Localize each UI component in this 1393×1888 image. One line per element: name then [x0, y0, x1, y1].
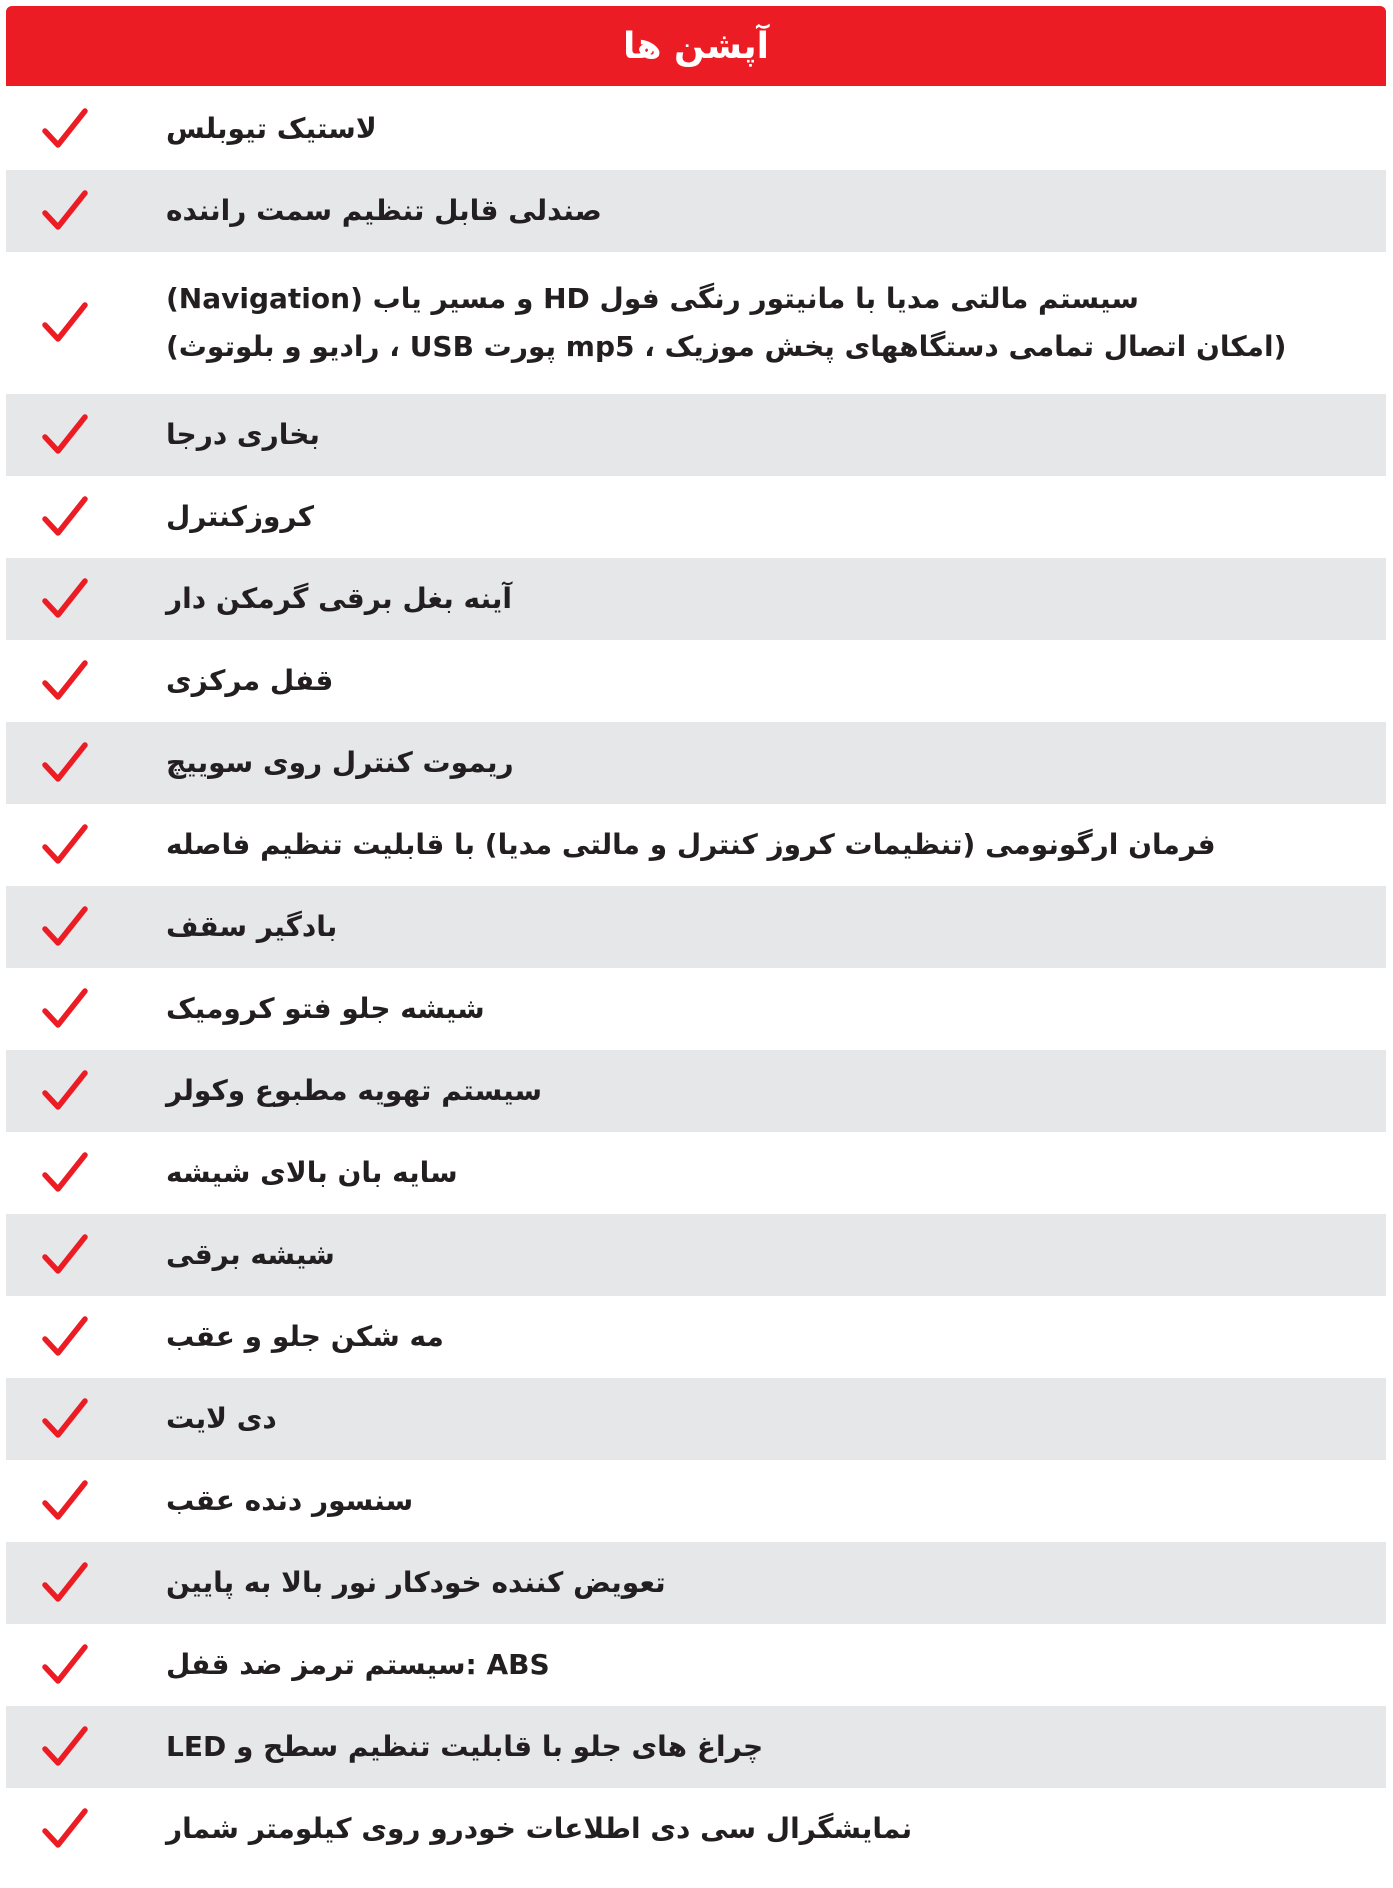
option-row: [6, 1706, 1386, 1788]
checkmark-icon: [42, 1807, 88, 1851]
option-text: [166, 886, 1368, 968]
checkmark-icon: [42, 107, 88, 151]
checkmark-icon: [42, 1233, 88, 1277]
checkmark-icon: [42, 1397, 88, 1441]
option-row: [6, 170, 1386, 252]
checkmark-icon: [42, 741, 88, 785]
checkmark-icon: [42, 1315, 88, 1359]
option-text: [166, 640, 1368, 722]
option-row: [6, 1214, 1386, 1296]
option-label: چراغ های جلو با قابلیت تنظیم سطح و LED: [166, 1730, 764, 1763]
option-label: بادگیر سقف: [166, 910, 338, 943]
option-row: [6, 1296, 1386, 1378]
option-row: [6, 88, 1386, 170]
option-text: [166, 1050, 1368, 1132]
option-row: [6, 886, 1386, 968]
options-list: [6, 88, 1386, 1870]
table-header: [6, 6, 1386, 86]
checkmark-icon: [42, 1151, 88, 1195]
checkmark-icon: [42, 1479, 88, 1523]
option-text: [166, 722, 1368, 804]
option-label: سایه بان بالای شیشه: [166, 1156, 458, 1189]
option-text: [166, 88, 1368, 170]
option-label: سیستم مالتی مدیا با مانیتور رنگی فول HD و مسیر یاب (Navigation): [166, 282, 1139, 315]
option-text: [166, 1214, 1368, 1296]
checkmark-icon: [42, 1725, 88, 1769]
option-label: فرمان ارگونومی (تنظیمات کروز کنترل و مالتی مدیا) با قابلیت تنظیم فاصله: [166, 828, 1216, 861]
checkmark-icon: [42, 301, 88, 345]
checkmark-icon: [42, 1643, 88, 1687]
option-label: قفل مرکزی: [166, 664, 334, 697]
option-row: [6, 1624, 1386, 1706]
option-text: [166, 1378, 1368, 1460]
option-text: [166, 804, 1368, 886]
option-row: [6, 252, 1386, 394]
checkmark-icon: [42, 905, 88, 949]
checkmark-icon: [42, 189, 88, 233]
checkmark-icon: [42, 577, 88, 621]
option-label: ریموت کنترل روی سوییچ: [166, 746, 514, 779]
option-text: [166, 1542, 1368, 1624]
option-row: [6, 640, 1386, 722]
option-label: کروزکنترل: [166, 500, 315, 533]
option-label: سیستم تهویه مطبوع وکولر: [166, 1074, 543, 1107]
option-row: [6, 968, 1386, 1050]
option-label: شیشه برقی: [166, 1238, 335, 1271]
checkmark-icon: [42, 1069, 88, 1113]
option-label: سنسور دنده عقب: [166, 1484, 414, 1517]
option-text: [166, 394, 1368, 476]
checkmark-icon: [42, 659, 88, 703]
option-row: [6, 476, 1386, 558]
option-row: [6, 1460, 1386, 1542]
options-table: [6, 6, 1386, 1870]
option-label: مه شکن جلو و عقب: [166, 1320, 444, 1353]
option-text: [166, 252, 1368, 394]
option-text: [166, 1296, 1368, 1378]
option-row: [6, 1542, 1386, 1624]
option-row: [6, 558, 1386, 640]
option-text: [166, 1706, 1368, 1788]
option-row: [6, 1132, 1386, 1214]
option-label: آینه بغل برقی گرمکن دار: [166, 582, 513, 615]
option-text: [166, 558, 1368, 640]
option-label: لاستیک تیوبلس: [166, 112, 377, 145]
option-label: بخاری درجا: [166, 418, 320, 451]
option-row: [6, 722, 1386, 804]
option-row: [6, 1788, 1386, 1870]
option-text: [166, 476, 1368, 558]
option-row: [6, 1378, 1386, 1460]
option-row: [6, 394, 1386, 476]
checkmark-icon: [42, 823, 88, 867]
option-row: [6, 804, 1386, 886]
option-text: [166, 968, 1368, 1050]
checkmark-icon: [42, 413, 88, 457]
option-label: صندلی قابل تنظیم سمت راننده: [166, 194, 602, 227]
checkmark-icon: [42, 987, 88, 1031]
option-label: تعویض کننده خودکار نور بالا به پایین: [166, 1566, 666, 1599]
option-label: نمایشگرال سی دی اطلاعات خودرو روی کیلومتر شمار: [166, 1812, 913, 1845]
option-text: [166, 1460, 1368, 1542]
option-row: [6, 1050, 1386, 1132]
option-label: شیشه جلو فتو کرومیک: [166, 992, 485, 1025]
option-text: [166, 170, 1368, 252]
option-label: (امکان اتصال تمامی دستگاههای پخش موزیک ، mp5 پورت USB ، رادیو و بلوتوث): [166, 330, 1287, 363]
option-label: ABS :سیستم ترمز ضد قفل: [166, 1648, 550, 1681]
option-text: [166, 1132, 1368, 1214]
checkmark-icon: [42, 1561, 88, 1605]
table-title: آپشن ها: [623, 25, 769, 67]
option-text: [166, 1788, 1368, 1870]
option-text: [166, 1624, 1368, 1706]
option-label: دی لایت: [166, 1402, 277, 1435]
checkmark-icon: [42, 495, 88, 539]
